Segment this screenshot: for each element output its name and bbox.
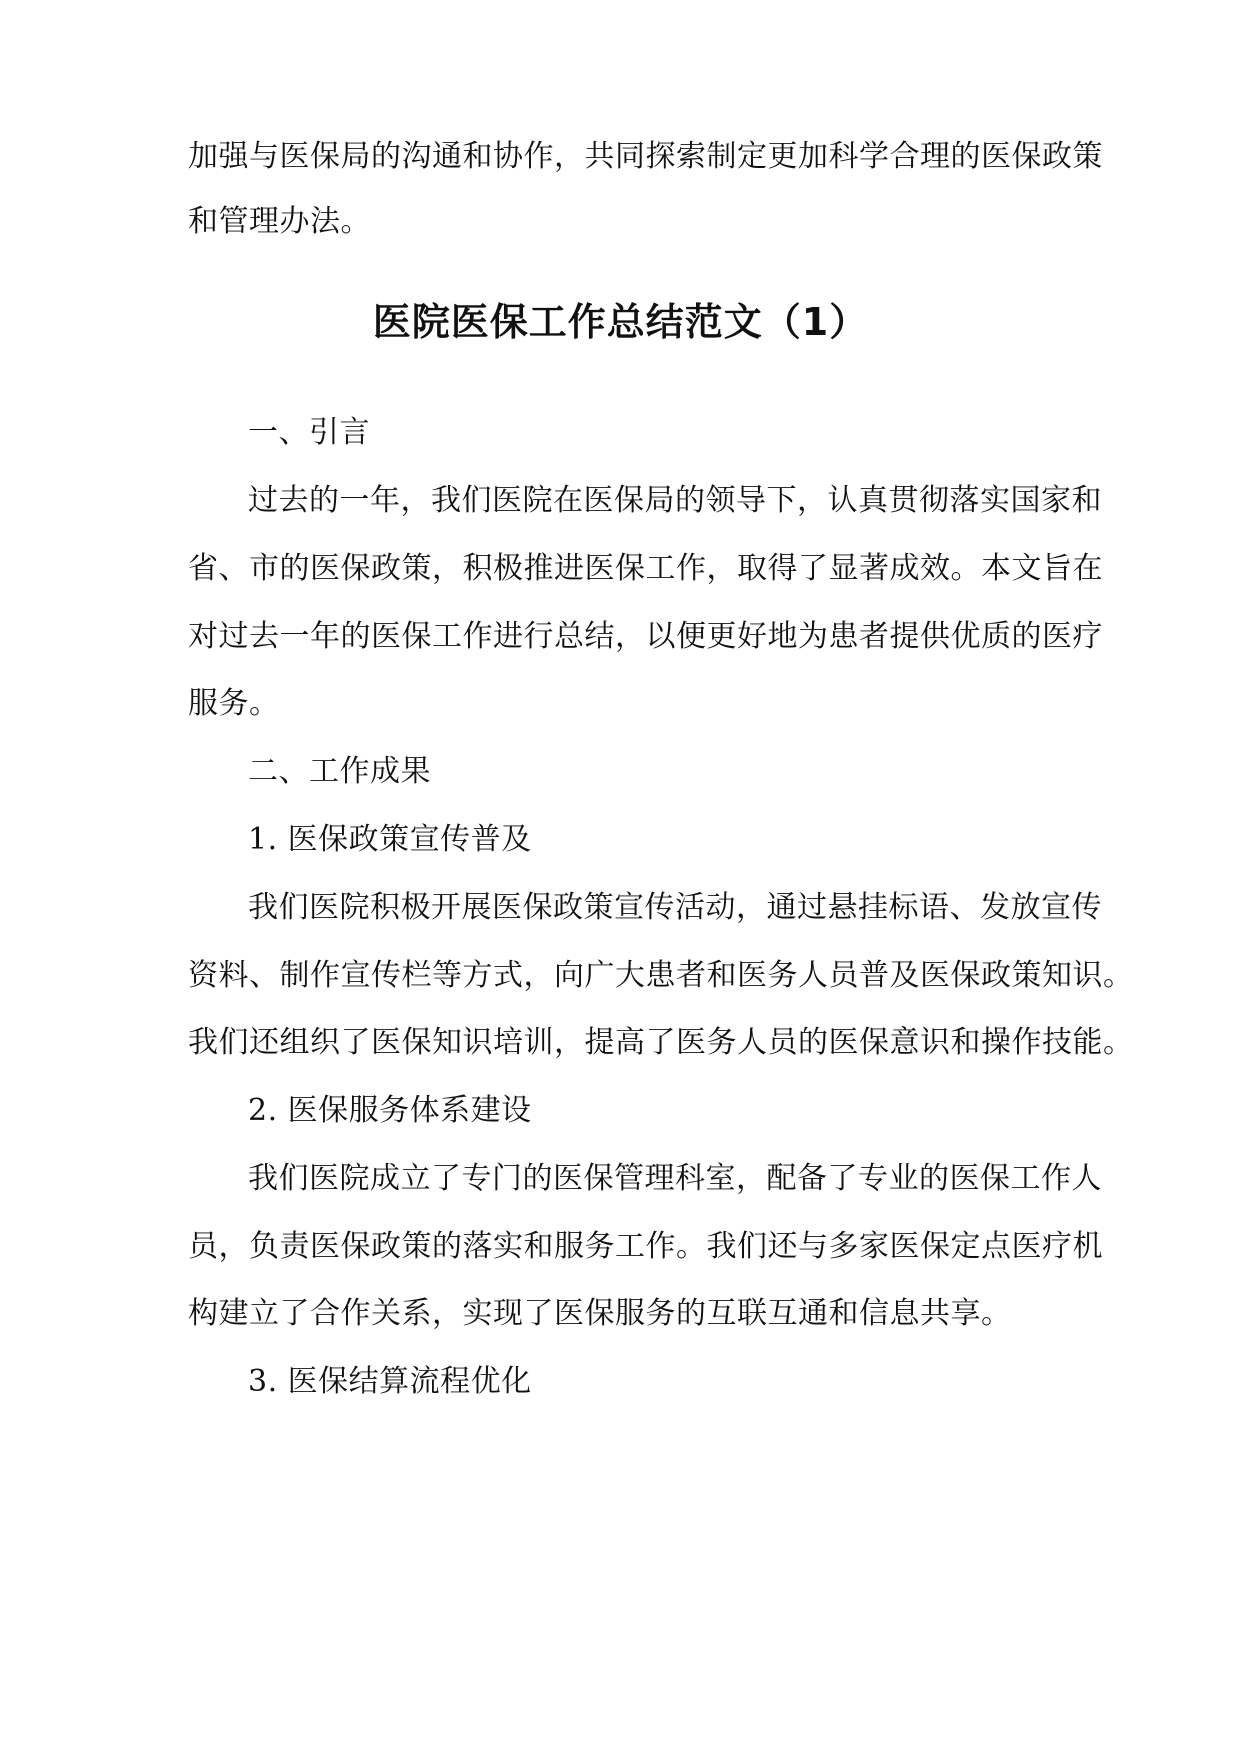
- intro-line-1: 加强与医保局的沟通和协作，共同探索制定更加科学合理的医保政策: [188, 139, 1103, 174]
- subsection-heading-3: 3. 医保结算流程优化: [248, 1364, 532, 1399]
- section-heading-results: 二、工作成果: [248, 754, 431, 789]
- paragraph-line: 我们医院成立了专门的医保管理科室，配备了专业的医保工作人: [248, 1161, 1102, 1196]
- paragraph-line: 构建立了合作关系，实现了医保服务的互联互通和信息共享。: [188, 1296, 1012, 1331]
- paragraph-line: 员，负责医保政策的落实和服务工作。我们还与多家医保定点医疗机: [188, 1229, 1103, 1264]
- subsection-heading-2: 2. 医保服务体系建设: [248, 1093, 532, 1128]
- paragraph-line: 我们还组织了医保知识培训，提高了医务人员的医保意识和操作技能。: [188, 1025, 1134, 1060]
- section-heading-intro: 一、引言: [248, 415, 370, 450]
- intro-line-2: 和管理办法。: [188, 204, 371, 239]
- paragraph-line: 省、市的医保政策，积极推进医保工作，取得了显著成效。本文旨在: [188, 551, 1103, 586]
- paragraph-line: 我们医院积极开展医保政策宣传活动，通过悬挂标语、发放宣传: [248, 890, 1102, 925]
- paragraph-line: 服务。: [188, 686, 280, 721]
- document-title: 医院医保工作总结范文（1）: [372, 300, 869, 344]
- subsection-heading-1: 1. 医保政策宣传普及: [248, 822, 532, 857]
- paragraph-line: 过去的一年，我们医院在医保局的领导下，认真贯彻落实国家和: [248, 483, 1102, 518]
- paragraph-line: 对过去一年的医保工作进行总结，以便更好地为患者提供优质的医疗: [188, 619, 1103, 654]
- paragraph-line: 资料、制作宣传栏等方式，向广大患者和医务人员普及医保政策知识。: [188, 958, 1134, 993]
